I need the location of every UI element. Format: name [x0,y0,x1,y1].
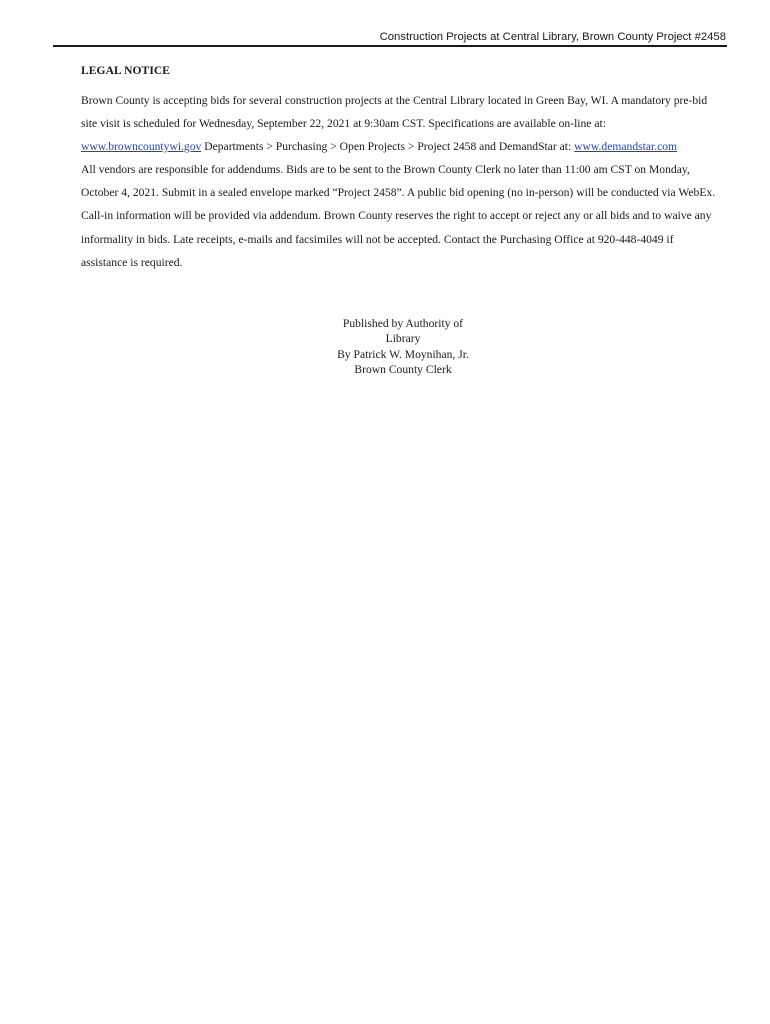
notice-paragraph-2: All vendors are responsible for addendums. Bids are to be sent to the Brown County Clerk no later than 11:00 am CST on Monday, October 4, 2021. Submit in a sealed envelope marked “Project 2458”. A public bid opening (no in-person) will be conducted via WebEx. Call-in information will be provided via addendum. Brown County reserves the right to accept or reject any or all bids and to waive any informality in bids. Late receipts, e-mails and facsimiles will not be accepted. Contact the Purchasing Office at 920-448-4049 if assistance is required. [81,163,716,269]
signature-line-authority: Published by Authority of [342,317,464,330]
paragraph-1-text-b: Departments > Purchasing > Open Projects > Project 2458 and DemandStar at: [201,140,575,154]
demandstar-link[interactable]: www.demandstar.com [574,140,678,154]
notice-title: LEGAL NOTICE [81,65,171,77]
header-rule [53,45,727,47]
signature-line-signer: By Patrick W. Moynihan, Jr. [337,347,469,361]
signature-line-library: Library [385,332,421,346]
notice-paragraph-1 [81,89,721,158]
running-header: Construction Projects at Central Library, Brown County Project #2458 [379,31,726,43]
notice-body [81,89,721,274]
browncounty-link[interactable]: www.browncountywi.gov [81,140,202,154]
signature-block [303,316,503,377]
signature-line-role: Brown County Clerk [354,362,452,376]
paragraph-1-text-a: Brown County is accepting bids for several construction projects at the Central Library located in Green Bay, WI. A mandatory pre-bid site visit is scheduled for Wednesday, September 22, 2021 at 9:30am CST. Specifications are available on-line at: [81,94,708,131]
